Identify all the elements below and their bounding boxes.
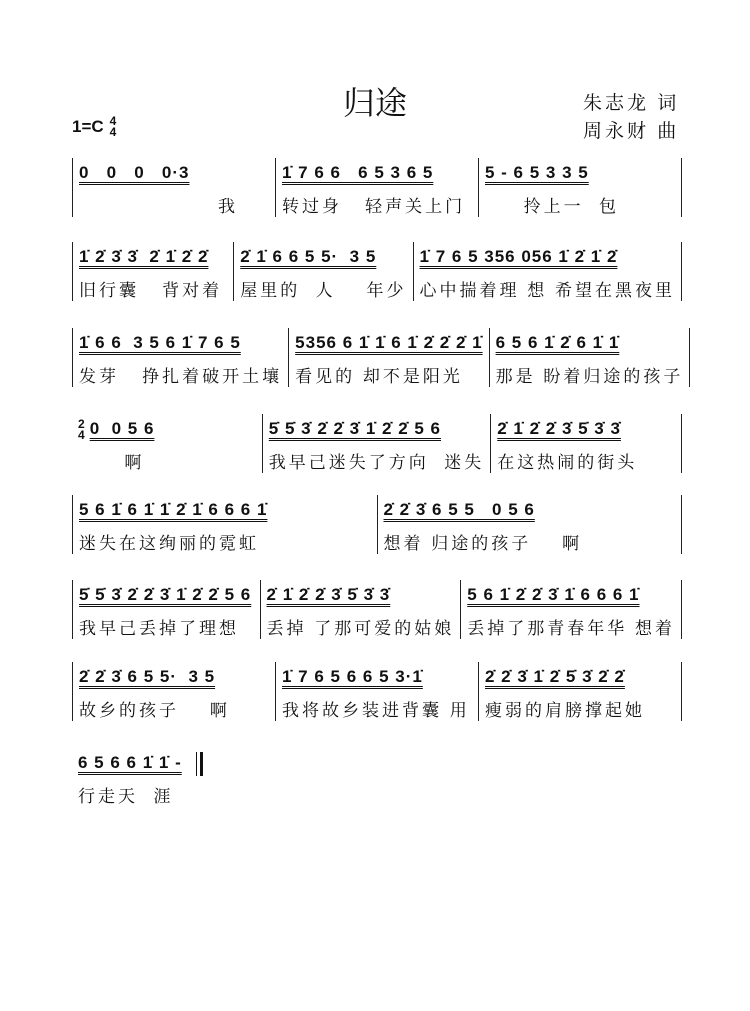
notes-text: 2̇ 2̇ 3̇ 6 5 5· 3 5 xyxy=(79,667,216,686)
measure xyxy=(72,748,209,807)
measure-notes xyxy=(78,748,203,778)
measure xyxy=(489,328,691,387)
measure-notes xyxy=(485,662,675,692)
measure-lyrics: 我将故乡装进背囊 用 xyxy=(282,701,470,720)
measure xyxy=(275,662,478,721)
measure-notes xyxy=(79,158,269,188)
notes-text: 5̇ 5̇ 3̇ 2̇ 2̇ 3̇ 1̇ 2̇ 2̇ 5 6 xyxy=(268,419,442,438)
measure xyxy=(478,158,682,217)
measure-lyrics: 瘦弱的肩膀撑起她 xyxy=(485,701,645,720)
measure-lyrics: 心中揣着理 想 希望在黑夜里 xyxy=(419,281,675,300)
measure-lyrics: 转过身 轻声关上门 xyxy=(282,197,466,216)
measure-lyrics: 丢掉了那青春年华 想着 xyxy=(467,619,675,638)
measure-lyrics: 旧行囊 背对着 xyxy=(79,281,223,300)
measure-notes xyxy=(79,580,254,610)
score-system xyxy=(72,662,682,721)
notes-text: 2̇ 1̇ 2̇ 2̇ 3̇ 5̇ 3̇ 3̇ xyxy=(266,585,391,604)
measure-notes xyxy=(79,495,371,525)
measure-lyrics: 丢掉 了那可爱的姑娘 xyxy=(266,619,455,638)
measure-notes xyxy=(269,414,484,444)
notes-text: 2̇ 1̇ 2̇ 2̇ 3̇ 5̇ 3̇ 3̇ xyxy=(497,419,621,438)
measure xyxy=(72,328,288,387)
notes-text: 6 5 6 6 1̇ 1̇ - xyxy=(78,753,182,772)
score-system xyxy=(72,580,682,639)
measure-notes xyxy=(295,328,482,358)
measure-lyrics: 迷失在这绚丽的霓虹 xyxy=(79,534,259,553)
measure-lyrics: 拎上一 包 xyxy=(485,197,620,216)
notes-text: 0 0 0 0·3 xyxy=(79,163,190,182)
measure-lyrics: 啊 xyxy=(78,453,145,472)
measure-notes xyxy=(420,242,675,272)
key-label: 1=C xyxy=(72,117,104,136)
notes-text: 5 6 1̇ 6 1̇ 1̇ 2̇ 1̇ 6 6 6 1̇ xyxy=(79,500,268,519)
measure xyxy=(72,580,260,639)
final-barline xyxy=(196,752,203,776)
notes-text: 1̇ 7 6 5 6 6 5 3·1̇ xyxy=(282,667,423,686)
score-system xyxy=(72,748,209,807)
notes-text: 1̇ 2̇ 3̇ 3̇ 2̇ 1̇ 2̇ 2̇ xyxy=(79,247,209,266)
measure xyxy=(72,414,262,473)
notes-text: 5356 6 1̇ 1̇ 6 1̇ 2̇ 2̇ 2̇ 1̇ xyxy=(295,333,483,352)
notes-text: 5̇ 5̇ 3̇ 2̇ 2̇ 3̇ 1̇ 2̇ 2̇ 5 6 xyxy=(79,585,252,604)
measure-notes xyxy=(496,328,684,358)
notes-text: 5 - 6 5 3 3 5 xyxy=(485,163,589,182)
measure-lyrics: 行走天 涯 xyxy=(78,787,174,806)
measure-notes xyxy=(79,242,227,272)
measure-notes xyxy=(384,495,676,525)
composer-credit: 周永财 曲 xyxy=(583,121,680,142)
measure-notes xyxy=(267,580,455,610)
measure-lyrics: 我早己丢掉了理想 xyxy=(79,619,239,638)
measure-lyrics: 发芽 挣扎着破开土壤 xyxy=(79,367,283,386)
song-title: 归途 xyxy=(342,85,407,121)
notes-text: 2̇ 2̇ 3̇ 6 5 5 0 5 6 xyxy=(383,500,535,519)
measure-lyrics: 故乡的孩子 啊 xyxy=(79,701,230,720)
measure-lyrics: 看见的 却不是阳光 xyxy=(295,367,463,386)
measure xyxy=(72,242,233,301)
measure-lyrics: 在这热闹的街头 xyxy=(497,453,638,472)
notes-text: 1̇ 6 6 3 5 6 1̇ 7 6 5 xyxy=(79,333,241,352)
score-system xyxy=(72,495,682,554)
measure xyxy=(233,242,412,301)
measure-notes xyxy=(497,414,675,444)
measure-lyrics: 我 xyxy=(79,197,239,216)
measure xyxy=(72,158,275,217)
lyricist-credit: 朱志龙 词 xyxy=(583,93,680,114)
notes-text: 1̇ 7 6 5 356 056 1̇ 2̇ 1̇ 2̇ xyxy=(419,247,618,266)
measure xyxy=(478,662,682,721)
score-system xyxy=(72,242,682,301)
measure-notes xyxy=(467,580,675,610)
key-signature xyxy=(72,116,116,138)
time-change: 2 4 xyxy=(78,416,86,442)
measure xyxy=(275,158,478,217)
measure-notes xyxy=(79,328,282,358)
measure-lyrics: 我早己迷失了方向 迷失 xyxy=(268,453,485,472)
notes-text: 2̇ 2̇ 3̇ 1̇ 2̇ 5̇ 3̇ 2̇ 2̇ xyxy=(485,667,625,686)
measure xyxy=(262,414,490,473)
notes-text: 1̇ 7 6 6 6 5 3 6 5 xyxy=(282,163,434,182)
measure xyxy=(490,414,682,473)
measure-notes xyxy=(79,662,269,692)
measure xyxy=(460,580,682,639)
notes-text: 2̇ 1̇ 6 6 5 5· 3 5 xyxy=(240,247,377,266)
score-system xyxy=(72,328,682,387)
score-system xyxy=(72,158,682,217)
notes-text: 0 0 5 6 xyxy=(89,419,155,438)
score-system xyxy=(72,414,682,473)
measure xyxy=(260,580,461,639)
measure-lyrics: 屋里的 人 年少 xyxy=(240,281,407,300)
measure-notes xyxy=(282,662,472,692)
measure xyxy=(413,242,682,301)
measure-notes xyxy=(282,158,472,188)
measure-notes xyxy=(240,242,406,272)
time-signature: 4 4 xyxy=(109,114,117,139)
notes-text: 6 5 6 1̇ 2̇ 6 1̇ 1̇ xyxy=(495,333,620,352)
measure xyxy=(72,662,275,721)
notes-text: 5 6 1̇ 2̇ 2̇ 3̇ 1̇ 6 6 6 1̇ xyxy=(467,585,640,604)
measure xyxy=(288,328,488,387)
measure-lyrics: 想着 归途的孩子 啊 xyxy=(383,534,583,553)
measure-notes xyxy=(78,414,256,444)
measure xyxy=(377,495,683,554)
measure xyxy=(72,495,377,554)
measure-notes xyxy=(485,158,675,188)
measure-lyrics: 那是 盼着归途的孩子 xyxy=(495,367,684,386)
